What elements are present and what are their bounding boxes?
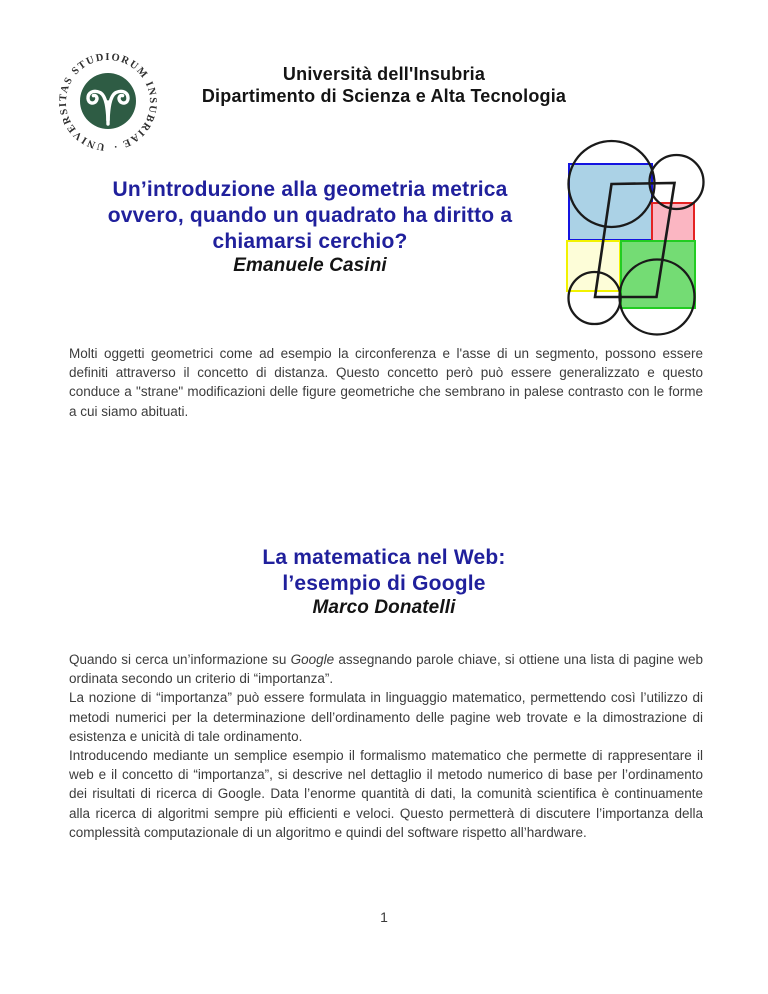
talk2-title-line2: l’esempio di Google <box>282 572 486 595</box>
talk2-p1-text-after: assegnando parole chiave, si ottiene una lista di pagine web ordinata secondo un criterio di “importanza”. <box>69 652 703 687</box>
page-number: 1 <box>380 909 388 925</box>
talk2-p1-google-italic: Google <box>290 652 335 667</box>
talk1-author: Emanuele Casini <box>233 255 387 276</box>
talk1-abstract <box>69 344 703 421</box>
department-name: Dipartimento di Scienza e Alta Tecnologia <box>201 85 567 106</box>
talk2-abstract-paragraph-3: Introducendo mediante un semplice esempio il formalismo matematico che permette di rappresentare il web e il concetto di “importanza”, si descrive nel dettaglio il metodo numerico di base per l’ordinamento dei risultati di ricerca di Google. Data l’enorme quantità di dati, la comunità scientifica è continuamente alla ricerca di algoritmi sempre più efficienti e veloci. Questo permetterà di discutere l’importanza della complessità computazionale di un algoritmo e quindi del software rispetto all’hardware. <box>69 748 703 840</box>
talk2-abstract-paragraph-2: La nozione di “importanza” può essere formulata in linguaggio matematico, permettendo così l’utilizzo di metodi numerici per la determinazione dell’ordinamento delle pagine web trovate e la dimostrazione di esistenza e unicità di tale ordinamento. <box>69 690 703 744</box>
logo-ring-text: UNIVERSITAS STUDIORUM INSUBRIAE · <box>57 51 159 152</box>
talk2-abstract <box>69 650 703 842</box>
talk2-author: Marco Donatelli <box>312 597 456 618</box>
talk2-title-line1: La matematica nel Web: <box>262 546 506 569</box>
talk1-abstract-paragraph: Molti oggetti geometrici come ad esempio la circonferenza e l'asse di un segmento, possono essere definiti attraverso il concetto di distanza. Questo concetto però può essere generalizzato e questo conduce a "strane" modificazioni delle figure geometriche che sembrano in palese contrasto con le forme a cui siamo abituati. <box>69 346 703 419</box>
talk1-title <box>70 177 550 277</box>
metric-geometry-figure <box>540 128 740 340</box>
talk1-title-line3: chiamarsi cerchio? <box>212 230 408 253</box>
talk1-title-line2: ovvero, quando un quadrato ha diritto a <box>107 204 513 227</box>
talk2-p1-text-before: Quando si cerca un’informazione su <box>69 652 291 667</box>
yellow-square <box>567 241 620 291</box>
page-header <box>0 64 768 107</box>
blue-square <box>569 164 652 240</box>
institution-name: Università dell'Insubria <box>282 64 486 84</box>
talk1-title-line1: Un’introduzione alla geometria metrica <box>112 178 508 201</box>
talk2-title <box>144 545 624 619</box>
talk2-abstract-paragraph-1 <box>69 650 703 688</box>
